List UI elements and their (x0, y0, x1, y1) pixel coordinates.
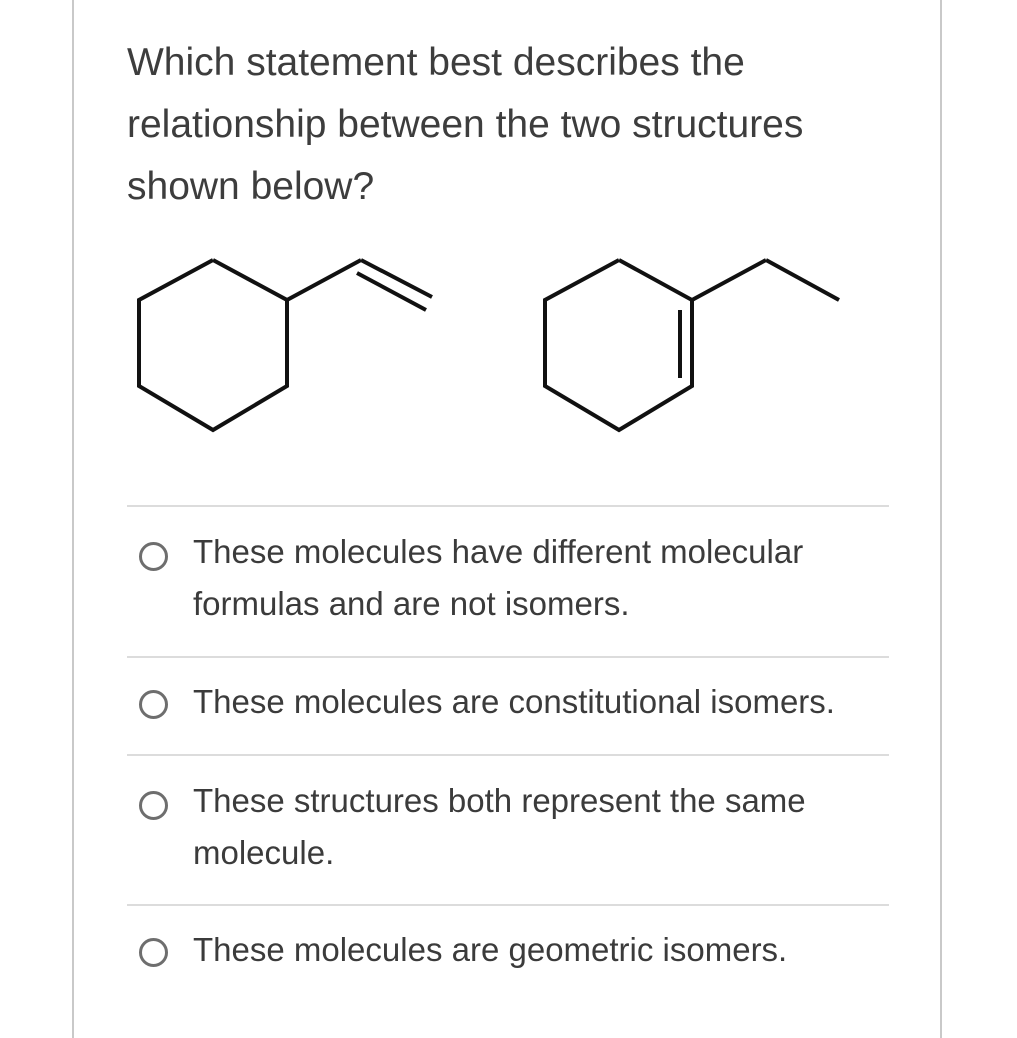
answer-option-3[interactable] (127, 775, 889, 885)
divider (127, 754, 889, 756)
divider (127, 904, 889, 906)
answer-option-4[interactable] (127, 924, 889, 984)
radio-button-icon[interactable] (139, 542, 168, 571)
question-line-3: shown below? (127, 165, 375, 208)
option-label: These molecules are constitutional isomers. (193, 683, 835, 720)
question-text (127, 32, 887, 218)
answer-option-2[interactable] (127, 676, 889, 736)
ethylcyclohexene-structure (545, 260, 839, 430)
molecule-structures (120, 240, 880, 450)
option-label: These molecules are geometric isomers. (193, 931, 788, 968)
divider (127, 505, 889, 507)
option-label: These structures both represent the same molecule. (193, 782, 806, 871)
radio-button-icon[interactable] (139, 938, 168, 967)
answer-option-1[interactable] (127, 526, 889, 636)
question-line-2: relationship between the two structures (127, 103, 804, 146)
radio-button-icon[interactable] (139, 690, 168, 719)
divider (127, 656, 889, 658)
option-label: These molecules have different molecular formulas and are not isomers. (193, 533, 804, 622)
vinylcyclohexane-structure (139, 260, 432, 430)
question-line-1: Which statement best describes the (127, 41, 745, 84)
radio-button-icon[interactable] (139, 791, 168, 820)
